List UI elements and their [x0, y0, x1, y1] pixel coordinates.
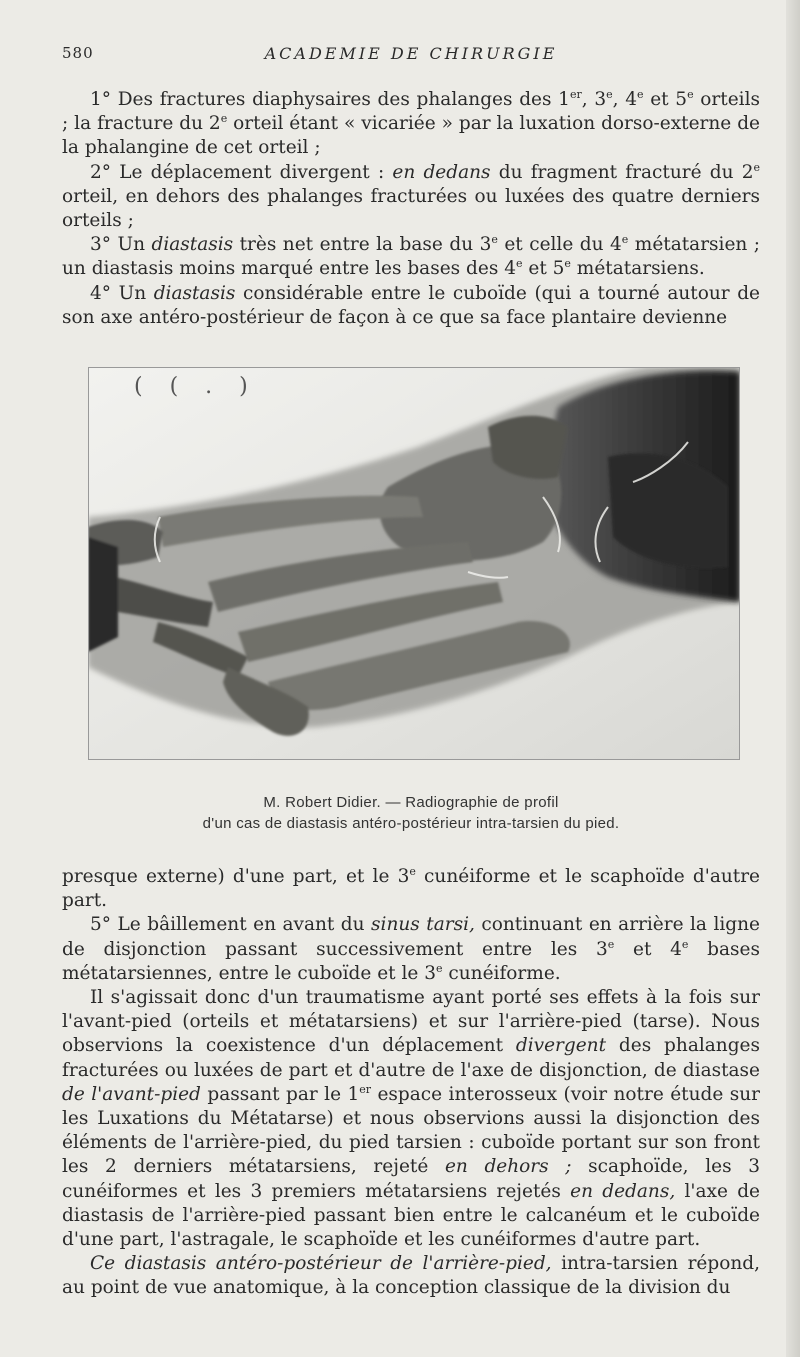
- foot-radiograph-image: [88, 367, 740, 760]
- paragraph-2: 2° Le déplacement divergent : en dedans du fragment fracturé du 2e orteil, en dehors des phalanges fracturées ou luxées des quatre derniers orteils ;: [62, 160, 760, 232]
- top-text-block: [62, 88, 760, 330]
- caption-line-2: d'un cas de diastasis antéro-postérieur intra-tarsien du pied.: [202, 815, 620, 832]
- paragraph-6: Il s'agissait donc d'un traumatisme ayant porté ses effets à la fois sur l'avant-pied (orteils et métatarsiens) et sur l'arrière-pied (tarse). Nous observions la coexistence d'un déplacement divergent des phalanges fracturées ou luxées de part et d'autre de l'axe de disjonction, de diastase de l'avant-pied passant par le 1er espace interosseux (voir notre étude sur les Luxations du Métatarse) et nous observions aussi la disjonction des éléments de l'arrière-pied, du pied tarsien : cuboïde portant sur son front les 2 derniers métatarsiens, rejeté en dehors ; scaphoïde, les 3 cunéiformes et les 3 premiers métatarsiens rejetés en dedans, l'axe de diastasis de l'arrière-pied passant bien entre le calcanéum et le cuboïde d'une part, l'astragale, le scaphoïde et les cunéiformes d'autre part.: [62, 987, 761, 1251]
- page-number: 580: [62, 44, 94, 62]
- running-title: ACADEMIE DE CHIRURGIE: [264, 44, 558, 63]
- paragraph-4-continued: presque externe) d'une part, et le 3e cunéiforme et le scaphoïde d'autre part.: [62, 864, 760, 912]
- paragraph-1: 1° Des fractures diaphysaires des phalanges des 1er, 3e, 4e et 5e orteils ; la fracture du 2e orteil étant « vicariée » par la luxation dorso-externe de la phalangine de cet orteil ;: [62, 87, 760, 159]
- paragraph-4: 4° Un diastasis considérable entre le cuboïde (qui a tourné autour de son axe antéro-postérieur de façon à ce que sa face plantaire devienne: [62, 282, 760, 328]
- bottom-text-block: [62, 865, 760, 1301]
- paragraph-7: Ce diastasis antéro-postérieur de l'arrière-pied, intra-tarsien répond, au point de vue anatomique, à la conception classique de la division du: [62, 1253, 760, 1299]
- paragraph-5: 5° Le bâillement en avant du sinus tarsi, continuant en arrière la ligne de disjonction passant successivement entre les 3e et 4e bases métatarsiennes, entre le cuboïde et le 3e cunéiforme.: [62, 914, 760, 984]
- paragraph-3: 3° Un diastasis très net entre la base du 3e et celle du 4e métatarsien ; un diastasis moins marqué entre les bases des 4e et 5e métatarsiens.: [62, 233, 761, 280]
- figure-caption: [62, 792, 760, 834]
- radiograph-figure: [88, 367, 740, 760]
- caption-line-1: M. Robert Didier. — Radiographie de profil: [263, 794, 559, 811]
- page-header: [62, 44, 760, 68]
- page-edge-shadow: [786, 0, 800, 1357]
- film-marking: ( ( . ): [134, 374, 258, 399]
